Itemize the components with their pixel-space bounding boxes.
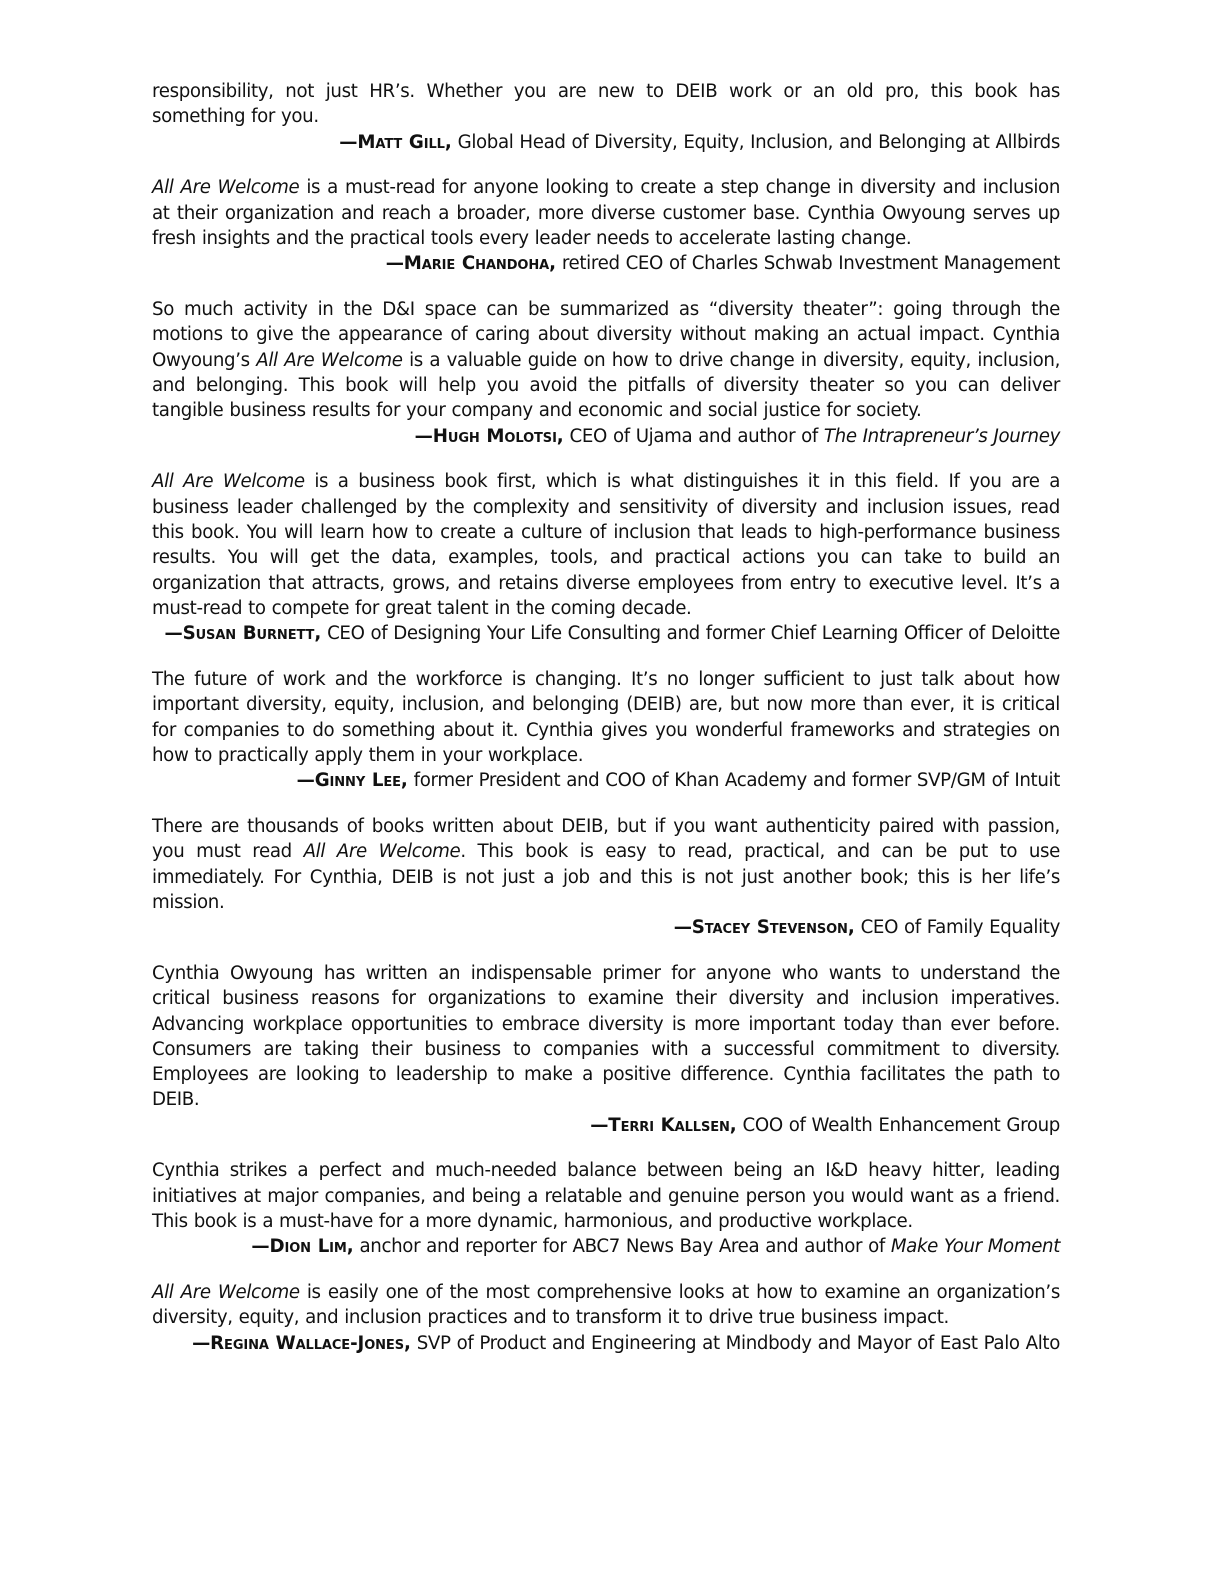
paragraph-gap	[152, 793, 1060, 814]
endorsement-attribution	[152, 915, 1060, 940]
book-title: All Are Welcome	[256, 349, 403, 371]
paragraph-gap	[152, 277, 1060, 298]
endorsement-quote	[152, 79, 1060, 130]
endorsement	[152, 297, 1060, 469]
endorsement-list	[152, 79, 1060, 1356]
endorsement	[152, 79, 1060, 175]
endorser-name: —Stacey Stevenson,	[673, 917, 855, 939]
paragraph-gap	[152, 940, 1060, 961]
quote-text: Cynthia strikes a perfect and much-needed balance between being an I&D heavy hitter, leading initiatives at major companies, and being a relatable and genuine person you would want as a friend. This book is a must-have for a more dynamic, harmonious, and productive workplace.	[152, 1160, 1060, 1233]
endorsement-quote	[152, 961, 1060, 1113]
endorsements-page	[152, 79, 1060, 1356]
endorser-role: CEO of Designing Your Life Consulting and former Chief Learning Officer of Deloitte	[321, 623, 1060, 645]
paragraph-gap	[152, 1260, 1060, 1281]
endorser-role: SVP of Product and Engineering at Mindbody and Mayor of East Palo Alto	[410, 1332, 1060, 1354]
endorsement-attribution	[152, 621, 1060, 646]
endorser-name: —Susan Burnett,	[164, 623, 322, 645]
book-title: The Intrapreneur’s Journey	[823, 425, 1060, 447]
endorsement-quote	[152, 1280, 1060, 1331]
paragraph-gap	[152, 155, 1060, 176]
endorsement-attribution	[152, 424, 1060, 449]
endorser-role: Global Head of Diversity, Equity, Inclusion, and Belonging at Allbirds	[451, 131, 1060, 153]
quote-text: is easily one of the most comprehensive looks at how to examine an organization’s diversity, equity, and inclusion practices and to transform it to drive true business impact.	[152, 1282, 1060, 1329]
quote-text: is a valuable guide on how to drive change in diversity, equity, inclusion, and belonging. This book will help you avoid the pitfalls of diversity theater so you can deliver tangible business results for your company and economic and social justice for society.	[152, 349, 1061, 422]
paragraph-gap	[152, 449, 1060, 470]
endorser-name: —Matt Gill,	[339, 131, 452, 153]
endorsement-attribution	[152, 251, 1060, 276]
endorser-role: COO of Wealth Enhancement Group	[736, 1114, 1060, 1136]
endorsement	[152, 175, 1060, 297]
endorser-role: former President and COO of Khan Academy and former SVP/GM of Intuit	[407, 770, 1060, 792]
endorser-role: retired CEO of Charles Schwab Investment Management	[555, 253, 1060, 275]
endorsement-quote	[152, 297, 1060, 423]
quote-text: is a business book first, which is what distinguishes it in this field. If you are a business leader challenged by the complexity and sensitivity of diversity and inclusion issues, read this book. You will learn how to create a culture of inclusion that leads to high-performance business results. You will get the data, examples, tools, and practical actions you can take to build an organization that attracts, grows, and retains diverse employees from entry to executive level. It’s a must-read to compete for great talent in the coming decade.	[152, 471, 1060, 619]
endorsement	[152, 1280, 1060, 1356]
endorsement-attribution	[152, 1113, 1060, 1138]
quote-text: There are thousands of books written about DEIB, but if you want authenticity paired with passion, you must read	[152, 815, 1060, 863]
endorser-name: —Marie Chandoha,	[385, 253, 556, 275]
endorsement-quote	[152, 1158, 1060, 1234]
endorsement-quote	[152, 667, 1060, 768]
paragraph-gap	[152, 1138, 1060, 1159]
endorsement-attribution	[152, 130, 1060, 155]
endorsement	[152, 1158, 1060, 1280]
book-title: All Are Welcome	[152, 1282, 300, 1304]
endorser-name: —Regina Wallace-Jones,	[192, 1332, 411, 1354]
book-title: All Are Welcome	[303, 841, 461, 863]
endorsement-quote	[152, 814, 1060, 915]
quote-text: is a must-read for anyone looking to create a step change in diversity and inclusion at their organization and reach a broader, more diverse customer base. Cynthia Owyoung serves up fresh insights and the practical tools every leader needs to accelerate lasting change.	[152, 177, 1060, 249]
endorser-role: CEO of Ujama and author of	[563, 425, 824, 447]
endorsement-attribution	[152, 1331, 1060, 1356]
endorsement	[152, 469, 1060, 667]
book-title: Make Your Moment	[890, 1236, 1060, 1258]
quote-text: . This book is easy to read, practical, and can be put to use immediately. For Cynthia, DEIB is not just a job and this is not just another book; this is her life’s mission.	[152, 841, 1061, 913]
endorsement-attribution	[152, 768, 1060, 793]
endorser-role: CEO of Family Equality	[854, 917, 1060, 939]
endorsement-quote	[152, 175, 1060, 251]
paragraph-gap	[152, 646, 1060, 667]
endorser-role: anchor and reporter for ABC7 News Bay Area and author of	[353, 1236, 891, 1258]
book-title: All Are Welcome	[152, 177, 300, 199]
quote-text: Cynthia Owyoung has written an indispensable primer for anyone who wants to understand the critical business reasons for organizations to examine their diversity and inclusion imperatives. Advancing workplace opportunities to embrace diversity is more important today than ever before. Consumers are taking their business to companies with a successful commitment to diversity. Employees are looking to leadership to make a positive difference. Cynthia facilitates the path to DEIB.	[152, 962, 1060, 1111]
quote-text: So much activity in the D&I space can be summarized as “diversity theater”: going through the motions to give the appearance of caring about diversity without making an actual impact. Cynthia Owyoung’s	[152, 299, 1060, 371]
endorsement-attribution	[152, 1234, 1060, 1259]
book-title: All Are Welcome	[152, 471, 305, 493]
endorser-name: —Terri Kallsen,	[590, 1114, 737, 1136]
endorsement	[152, 667, 1060, 814]
endorsement	[152, 961, 1060, 1159]
endorsement-quote	[152, 469, 1060, 621]
endorser-name: —Hugh Molotsi,	[414, 425, 564, 447]
endorsement	[152, 814, 1060, 961]
endorser-name: —Ginny Lee,	[296, 770, 408, 792]
endorser-name: —Dion Lim,	[251, 1236, 354, 1258]
quote-text: The future of work and the workforce is changing. It’s no longer sufficient to just talk about how important diversity, equity, inclusion, and belonging (DEIB) are, but now more than ever, it is critical for companies to do something about it. Cynthia gives you wonderful frameworks and strategies on how to practically apply them in your workplace.	[152, 668, 1060, 766]
quote-text: responsibility, not just HR’s. Whether you are new to DEIB work or an old pro, this book has something for you.	[152, 81, 1060, 128]
